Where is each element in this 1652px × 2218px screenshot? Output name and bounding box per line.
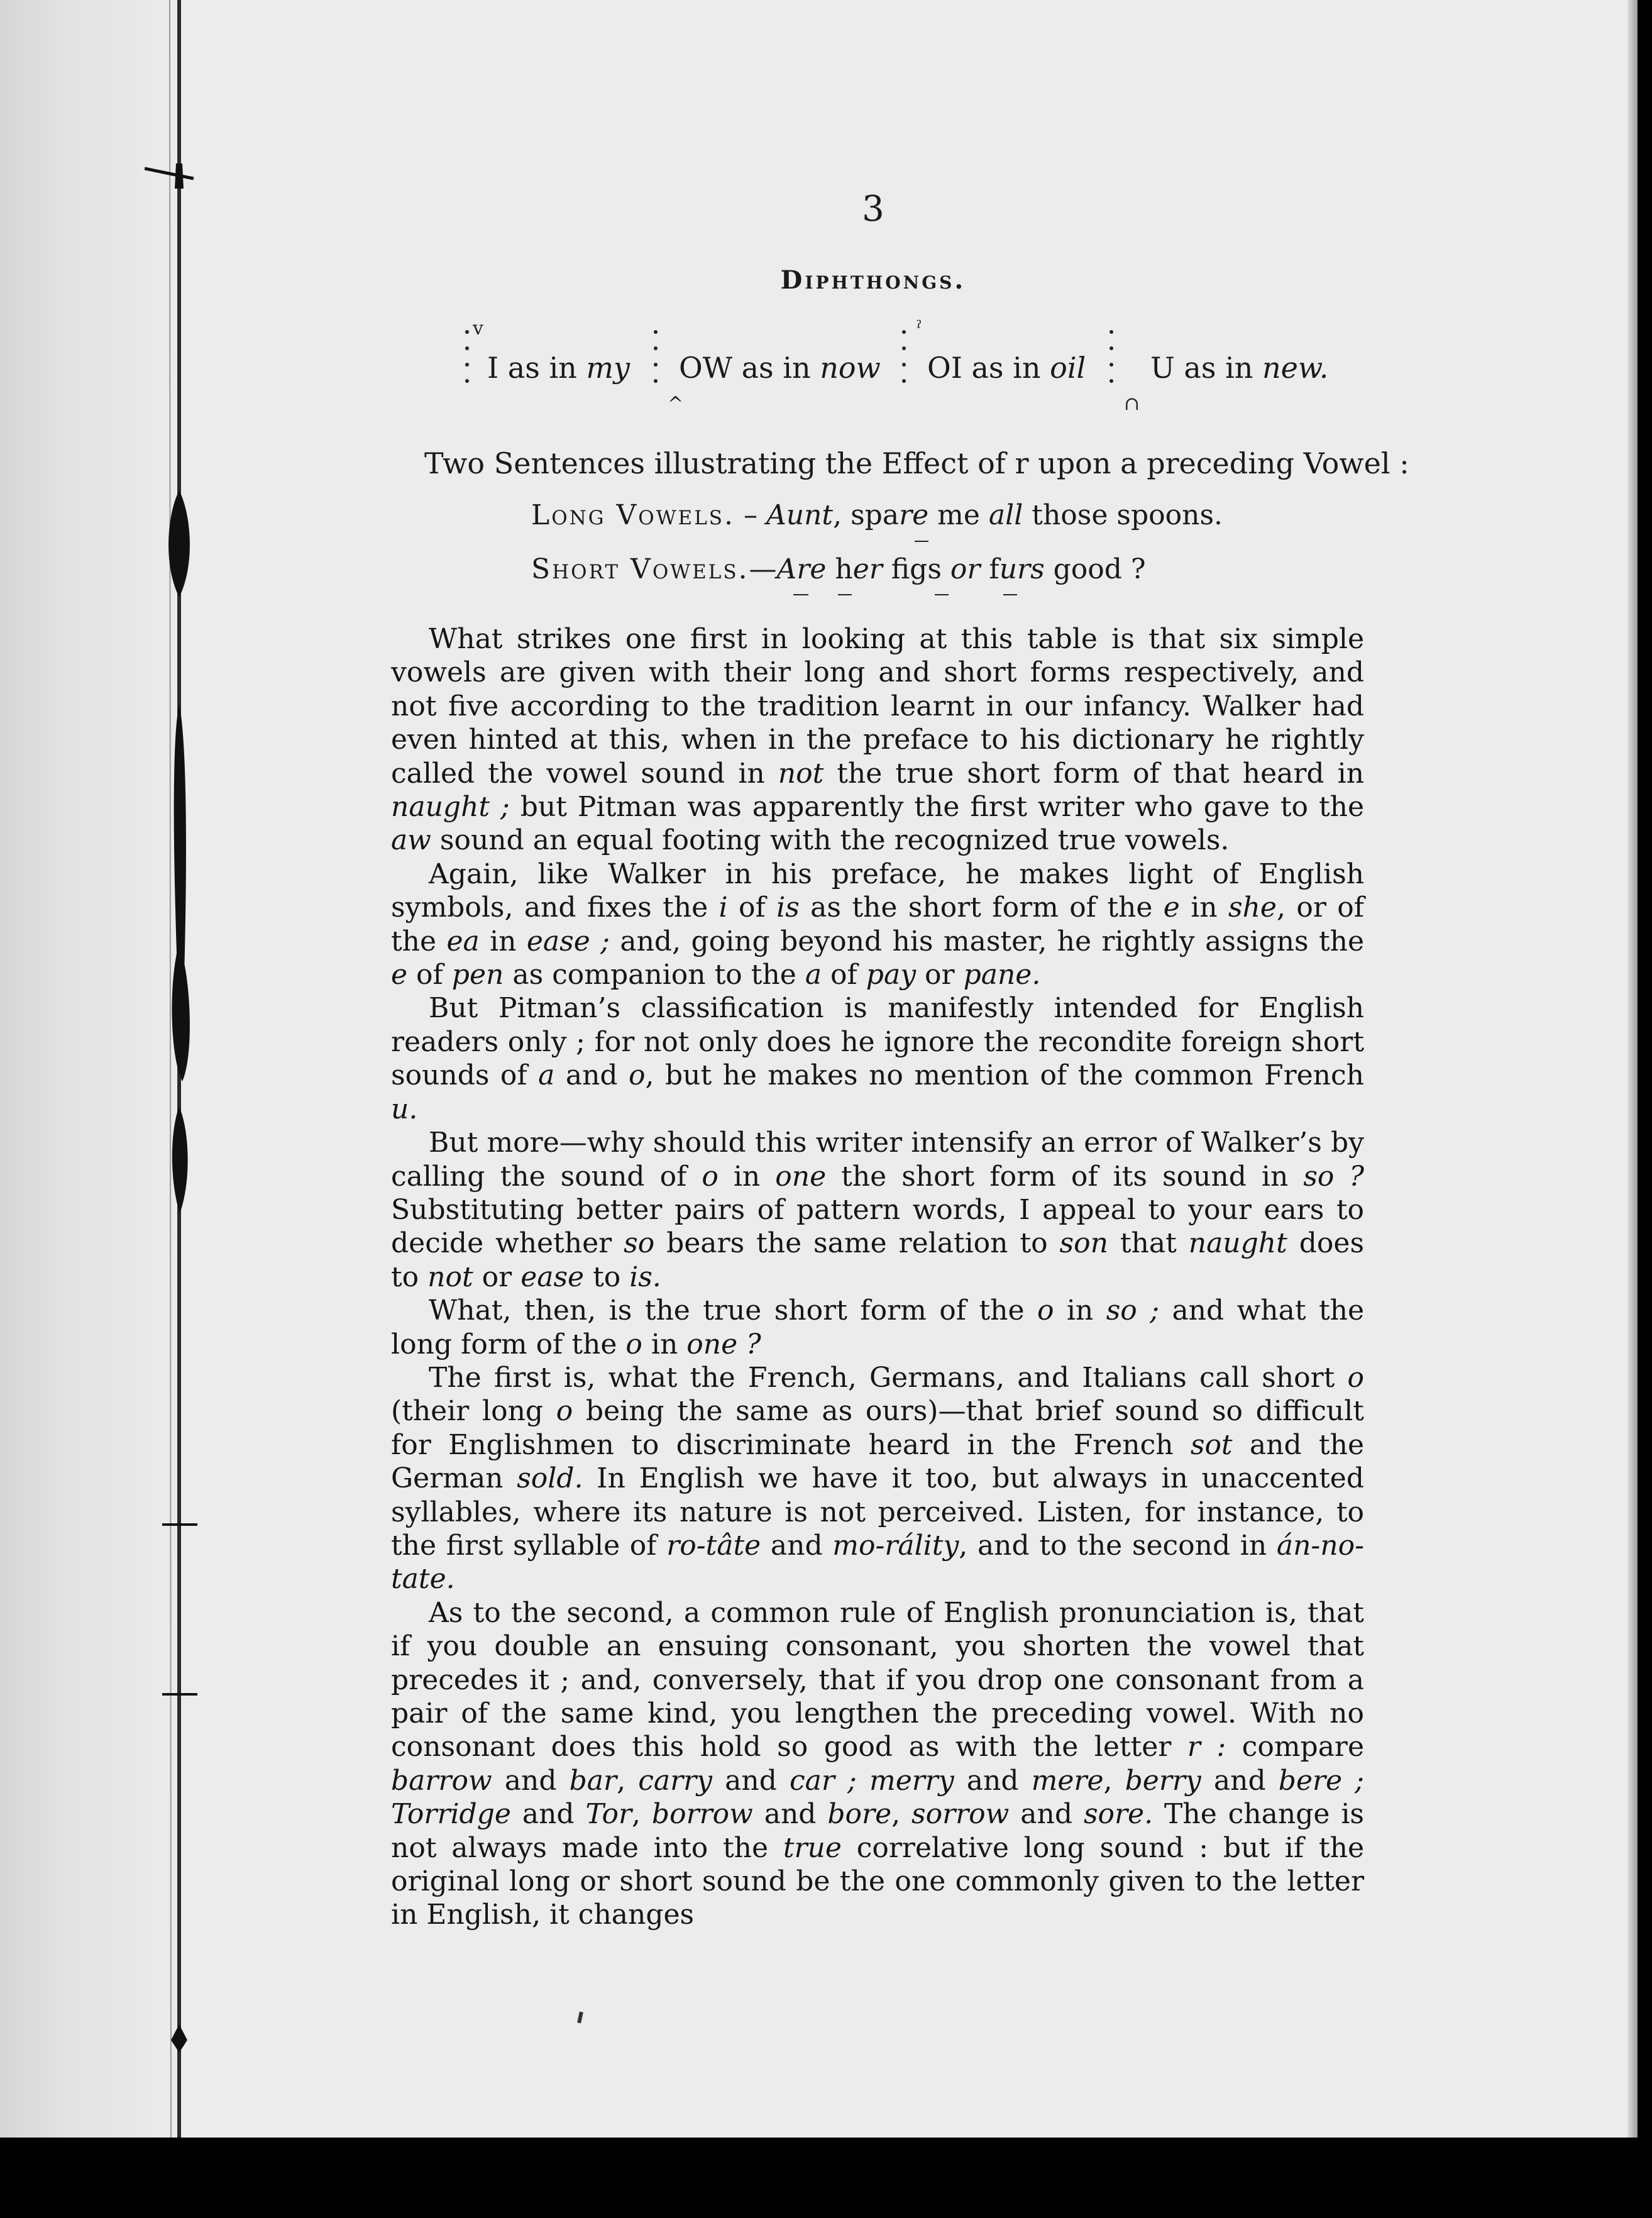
italic-word: true xyxy=(783,1831,842,1864)
italic-word: berry xyxy=(1125,1764,1201,1797)
binding-stitch xyxy=(145,0,220,2138)
italic-word: i xyxy=(719,891,728,924)
breve-mark: v xyxy=(473,317,483,339)
diphthong-ow: OW as in now xyxy=(679,351,881,385)
diphthong-separator xyxy=(902,330,907,395)
italic-word: is xyxy=(776,891,800,924)
italic-word: o xyxy=(1347,1361,1364,1394)
italic-word: o xyxy=(629,1059,646,1092)
sentences-intro: Two Sentences illustrating the Effect of r upon a preceding Vowel : xyxy=(424,446,1409,480)
italic-word: ease ; xyxy=(526,925,610,957)
italic-word: naught ; xyxy=(391,791,510,824)
italic-word: o xyxy=(625,1328,642,1360)
italic-word: naught xyxy=(1188,1227,1287,1260)
body-paragraph: But more—why should this writer intensify an error of Walker’s by calling the sound of o in one the short form of its sound in so ? Substituting better pairs of pattern words, I appeal to your ears to decide whether so bears the same relation to son that naught does to not or ease to is. xyxy=(391,1127,1365,1293)
italic-word: borrow xyxy=(651,1798,753,1831)
italic-word: son xyxy=(1059,1227,1108,1260)
diphthong-separator xyxy=(465,330,470,395)
italic-word: aw xyxy=(391,824,431,857)
italic-word: not xyxy=(427,1261,473,1293)
arc-mark: ∩ xyxy=(1124,393,1140,415)
body-paragraph: What, then, is the true short form of the o in so ; and what the long form of the o in one ? xyxy=(391,1294,1365,1360)
vowel-underline xyxy=(935,594,949,595)
italic-word: car ; xyxy=(790,1764,857,1797)
body-paragraph: As to the second, a common rule of English pronunciation is, that if you double an ensuing consonant, you shorten the vowel that precedes it ; and, conversely, that if you drop one consonant from a pair of the same kind, you lengthen the preceding vowel. With no consonant does this hold so good as with the letter r : compare barrow and bar, carry and car ; merry and mere, berry and bere ; Torridge and Tor, borrow and bore, sorrow and sore. The change is not always made into the true correlative long sound : but if the original long or short sound be the one commonly given to the letter in English, it changes xyxy=(391,1596,1365,1931)
italic-word: bar xyxy=(569,1764,617,1797)
body-paragraph: What strikes one first in looking at this table is that six simple vowels are given with their long and short forms respectively, and not five according to the tradition learnt in our infancy. Walker had even hinted at this, when in the preface to his dictionary he rightly called the vowel sound in not the true short form of that heard in naught ; but Pitman was apparently the first writer who gave to the aw sound an equal footing with the recognized true vowels. xyxy=(391,623,1364,857)
italic-word: merry xyxy=(869,1764,954,1797)
italic-word: pane. xyxy=(963,959,1041,991)
italic-word: u. xyxy=(391,1093,418,1125)
italic-word: o xyxy=(702,1160,719,1193)
italic-word: sot xyxy=(1190,1428,1233,1461)
italic-word: bore xyxy=(827,1798,892,1831)
vowel-underline xyxy=(1003,594,1017,595)
italic-word: not xyxy=(778,757,824,790)
italic-word: so ; xyxy=(1106,1294,1160,1327)
accent-mark: ˀ xyxy=(917,317,922,339)
long-vowels-sentence: Long Vowels. – Aunt, spare me all those spoons. xyxy=(531,499,1223,531)
italic-word: e xyxy=(391,959,408,991)
diphthong-u: U as in new. xyxy=(1150,351,1329,385)
italic-word: is. xyxy=(629,1261,661,1293)
body-text xyxy=(391,622,1364,1932)
italic-word: ease xyxy=(520,1261,585,1293)
italic-word: sorrow xyxy=(911,1798,1010,1831)
italic-word: barrow xyxy=(391,1764,492,1797)
italic-word: a xyxy=(805,959,822,991)
italic-word: Tor xyxy=(585,1798,632,1831)
italic-word: e xyxy=(1163,891,1180,924)
body-paragraph: Again, like Walker in his preface, he makes light of English symbols, and fixes the i of is as the short form of the e in she, or of the ea in ease ; and, going beyond his master, he rightly assigns the e of pen as companion to the a of pay or pane. xyxy=(391,858,1365,991)
short-vowels-sentence: Short Vowels.—Are her figs or furs good ? xyxy=(531,553,1146,585)
vowel-underline xyxy=(915,541,928,542)
italic-word: one ? xyxy=(686,1328,761,1360)
italic-word: pay xyxy=(866,959,917,991)
italic-word: ea xyxy=(446,925,480,957)
italic-word: án-no-tate. xyxy=(391,1529,1364,1596)
italic-word: sore. xyxy=(1083,1798,1154,1831)
caret-mark: ^ xyxy=(668,393,684,415)
italic-word: ro-tâte xyxy=(666,1529,761,1562)
italic-word: mo-rálity xyxy=(832,1529,959,1562)
diphthong-separator xyxy=(1110,330,1115,395)
body-paragraph: But Pitman’s classification is manifestly intended for English readers only ; for not only does he ignore the recondite foreign short sounds of a and o, but he makes no mention of the common French u. xyxy=(391,992,1364,1125)
diphthong-oi: OI as in oil xyxy=(927,351,1086,385)
body-paragraph: The first is, what the French, Germans, and Italians call short o (their long o being the same as ours)—that brief sound so difficult for Englishmen to discriminate heard in the French sot and the German sold. In English we have it too, but always in unaccented syllables, where its nature is not perceived. Listen, for instance, to the first syllable of ro-tâte and mo-rálity, and to the second in án-no-tate. xyxy=(391,1361,1365,1596)
section-heading: Diphthongs. xyxy=(780,265,966,295)
italic-word: sold. xyxy=(517,1462,583,1495)
italic-word: Torridge xyxy=(391,1798,511,1831)
italic-word: so ? xyxy=(1303,1160,1364,1193)
italic-word: carry xyxy=(638,1764,712,1797)
diphthong-i: I as in my xyxy=(487,351,631,385)
italic-word: one xyxy=(775,1160,827,1193)
right-page-edge xyxy=(1627,0,1638,2138)
italic-word: she xyxy=(1228,891,1277,924)
ink-speck xyxy=(577,2012,583,2024)
italic-word: o xyxy=(1037,1294,1054,1327)
italic-word: pen xyxy=(451,959,504,991)
italic-word: bere ; xyxy=(1278,1764,1365,1797)
vowel-underline xyxy=(793,594,808,595)
italic-word: so xyxy=(624,1227,655,1260)
diphthong-separator xyxy=(654,330,659,395)
italic-word: mere xyxy=(1031,1764,1104,1797)
italic-word: r : xyxy=(1187,1731,1226,1763)
italic-word: a xyxy=(538,1059,555,1092)
vowel-underline xyxy=(838,594,852,595)
page-number: 3 xyxy=(862,189,884,229)
italic-word: o xyxy=(556,1395,573,1428)
